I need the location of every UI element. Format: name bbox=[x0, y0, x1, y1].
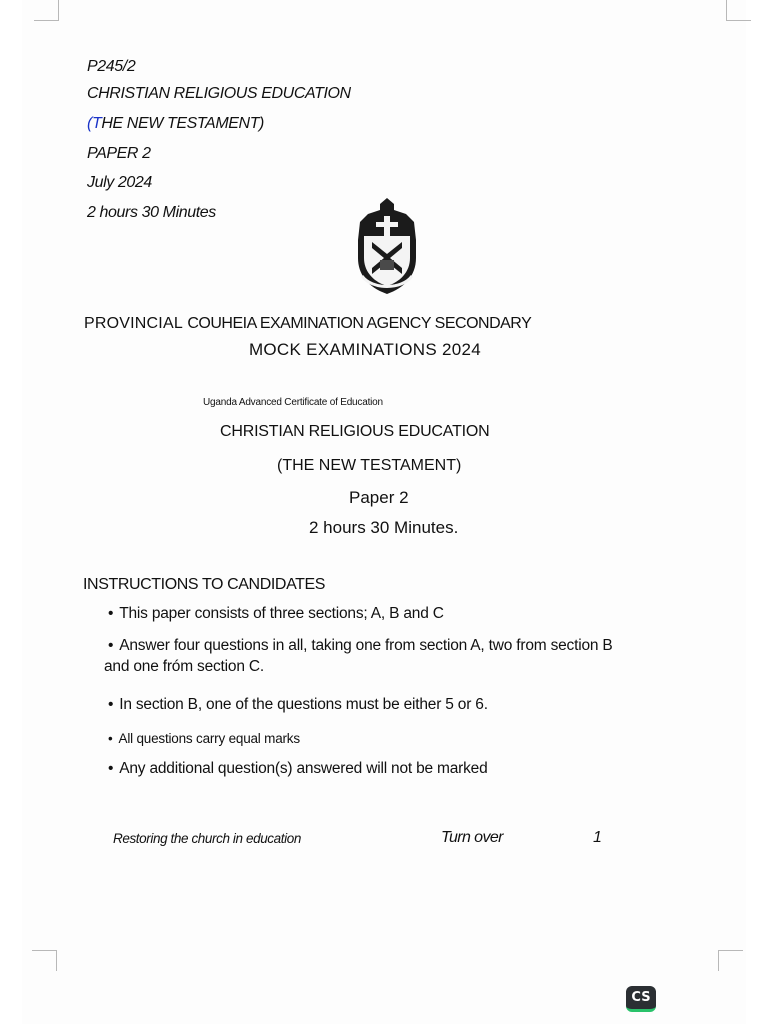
title-open-paren: ( bbox=[87, 115, 92, 132]
crop-mark-top-right bbox=[726, 0, 751, 21]
instruction-item bbox=[108, 760, 488, 778]
page-number: 1 bbox=[593, 829, 602, 846]
header-date: July 2024 bbox=[87, 174, 152, 191]
crop-mark-bottom-left bbox=[32, 950, 57, 971]
instruction-text: Any additional question(s) answered will not be marked bbox=[119, 760, 488, 777]
instruction-text: In section B, one of the questions must be either 5 or 6. bbox=[119, 696, 488, 713]
cover-subject: CHRISTIAN RELIGIOUS EDUCATION bbox=[220, 423, 490, 440]
bullet: • bbox=[108, 696, 114, 713]
instruction-text: All questions carry equal marks bbox=[118, 731, 300, 746]
header-paper-title bbox=[87, 115, 264, 133]
agency-prefix: PROVINCIAL bbox=[84, 315, 183, 332]
school-crest-logo bbox=[350, 196, 424, 296]
turn-over-label: Turn over bbox=[441, 829, 503, 846]
instruction-text: This paper consists of three sections; A, B and C bbox=[119, 605, 444, 622]
cover-paper: Paper 2 bbox=[349, 488, 409, 507]
header-subject: CHRISTIAN RELIGIOUS EDUCATION bbox=[87, 85, 351, 102]
agency-line bbox=[84, 315, 531, 333]
footer-motto: Restoring the church in education bbox=[113, 831, 301, 846]
instruction-item bbox=[104, 635, 678, 677]
title-rest: HE NEW TESTAMENT) bbox=[101, 115, 264, 132]
bullet: • bbox=[108, 637, 114, 654]
instruction-item bbox=[108, 696, 488, 714]
agency-name: COUHEIA EXAMINATION AGENCY SECONDARY bbox=[187, 315, 532, 332]
header-duration: 2 hours 30 Minutes bbox=[87, 204, 216, 221]
cover-paper-name: (THE NEW TESTAMENT) bbox=[277, 457, 462, 474]
bullet: • bbox=[108, 605, 114, 622]
title-first-letter: T bbox=[91, 115, 102, 132]
instruction-text-continued: and one fróm section C. bbox=[104, 658, 264, 675]
certificate-name: Uganda Advanced Certificate of Education bbox=[203, 397, 383, 408]
paper-code: P245/2 bbox=[87, 58, 136, 75]
instruction-item bbox=[108, 731, 300, 746]
cover-duration: 2 hours 30 Minutes. bbox=[309, 518, 459, 537]
crop-mark-top-left bbox=[34, 0, 59, 21]
crop-mark-bottom-right bbox=[718, 950, 743, 971]
instruction-text: Answer four questions in all, taking one from section A, two from section B bbox=[119, 637, 613, 654]
header-paper: PAPER 2 bbox=[87, 145, 151, 162]
bullet: • bbox=[108, 731, 113, 746]
instructions-title: INSTRUCTIONS TO CANDIDATES bbox=[83, 576, 326, 593]
camscanner-logo: CS bbox=[626, 986, 656, 1012]
bullet: • bbox=[108, 760, 114, 777]
mock-exam-title: MOCK EXAMINATIONS 2024 bbox=[248, 340, 482, 359]
instruction-item bbox=[108, 605, 444, 623]
